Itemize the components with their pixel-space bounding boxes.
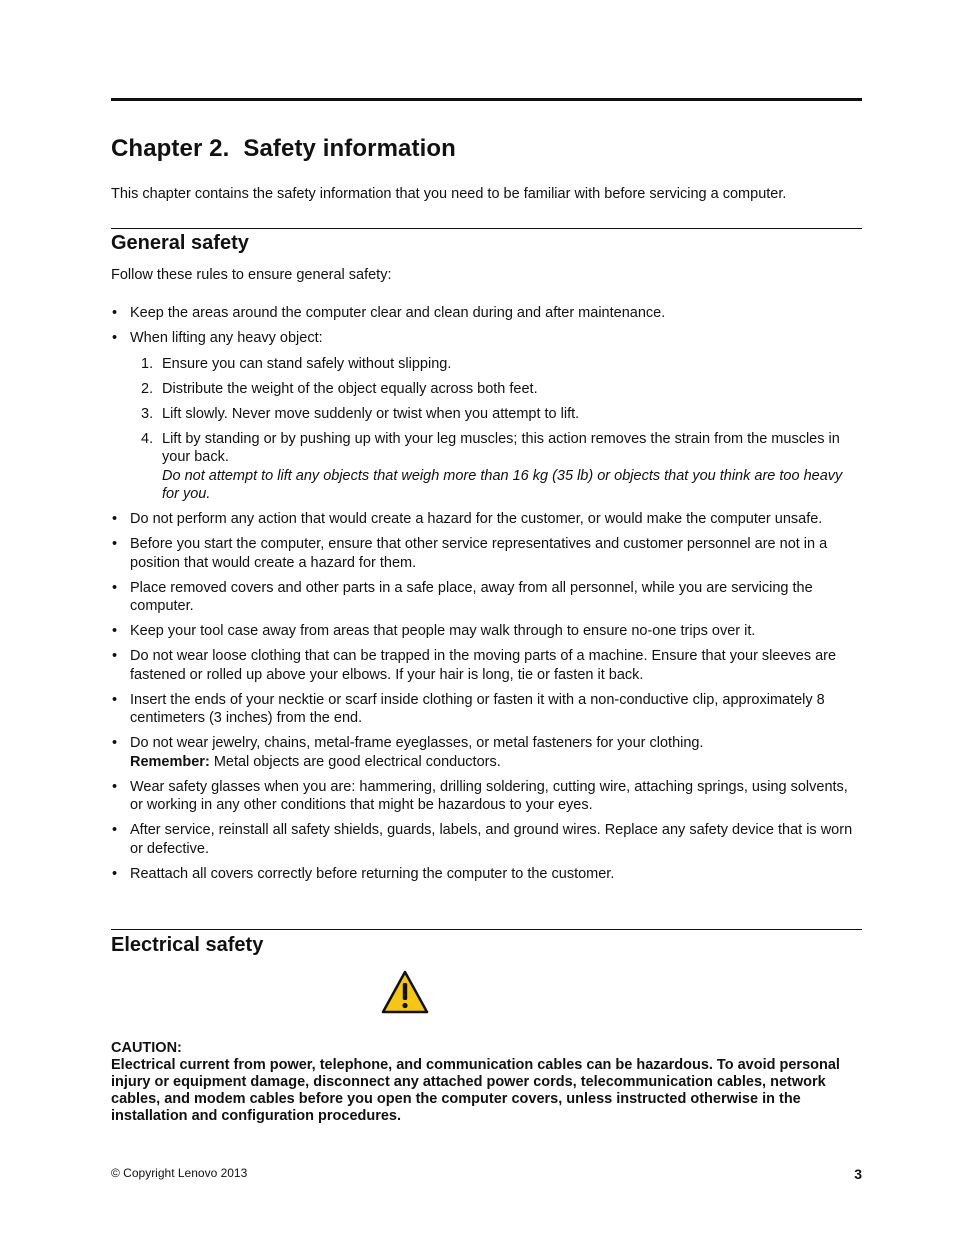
list-item: • Do not wear jewelry, chains, metal-frame eyeglasses, or metal fasteners for your clothing. Remember: Metal objects are good electrical conductors. <box>111 734 862 771</box>
lifting-steps <box>130 355 862 504</box>
chapter-intro: This chapter contains the safety information that you need to be familiar with before servicing a computer. <box>111 186 787 202</box>
list-item: 4. Lift by standing or by pushing up with your leg muscles; this action removes the strain from the muscles in your back. Do not attempt to lift any objects that weigh more than 16 kg (35 lb) or objects that you think are too heavy for you. <box>111 430 862 504</box>
list-item: • Before you start the computer, ensure that other service representatives and customer personnel are not in a position that would create a hazard for them. <box>111 535 862 572</box>
general-safety-lead: Follow these rules to ensure general safety: <box>111 267 392 283</box>
caution-block <box>111 1040 862 1125</box>
general-safety-rules <box>111 304 862 890</box>
chapter-number: Chapter 2. <box>111 135 230 162</box>
general-safety-heading: General safety <box>111 232 249 254</box>
list-item: 2. Distribute the weight of the object equally across both feet. <box>141 380 538 397</box>
electrical-safety-heading: Electrical safety <box>111 934 264 956</box>
remember-label: Remember: <box>130 753 210 770</box>
list-item: • Keep your tool case away from areas that people may walk through to ensure no-one trips over it. <box>111 622 862 641</box>
warning-triangle-icon <box>381 970 429 1014</box>
list-item: • Insert the ends of your necktie or scarf inside clothing or fasten it with a non-conductive clip, approximately 8 centimeters (3 inches) from the end. <box>111 691 862 728</box>
chapter-top-rule <box>111 98 862 101</box>
page-number: 3 <box>854 1166 862 1182</box>
chapter-title <box>111 135 456 163</box>
list-item: 1. Ensure you can stand safely without slipping. <box>141 355 452 372</box>
electrical-safety-rule <box>111 929 862 930</box>
list-item: 3. Lift slowly. Never move suddenly or twist when you attempt to lift. <box>141 405 580 422</box>
lifting-note: Do not attempt to lift any objects that weigh more than 16 kg (35 lb) or objects that you think are too heavy for you. <box>162 467 843 502</box>
general-safety-rule <box>111 228 862 229</box>
list-item: • Place removed covers and other parts in a safe place, away from all personnel, while you are servicing the computer. <box>111 579 862 616</box>
list-item: • Keep the areas around the computer clear and clean during and after maintenance. <box>111 304 862 323</box>
list-item: • Wear safety glasses when you are: hammering, drilling soldering, cutting wire, attaching springs, using solvents, or working in any other conditions that might be hazardous to your eyes. <box>111 778 862 815</box>
caution-text: Electrical current from power, telephone, and communication cables can be hazardous. To avoid personal injury or equipment damage, disconnect any attached power cords, telecommunication cables, network cables, and modem cables before you open the computer covers, unless instructed otherwise in the installation and configuration procedures. <box>111 1057 840 1124</box>
caution-label: CAUTION: <box>111 1040 182 1056</box>
list-item: • Reattach all covers correctly before returning the computer to the customer. <box>111 865 862 884</box>
footer-copyright: © Copyright Lenovo 2013 <box>111 1166 248 1180</box>
list-item: • Do not wear loose clothing that can be trapped in the moving parts of a machine. Ensure that your sleeves are fastened or rolled up above your elbows. If your hair is long, tie or fasten it back. <box>111 647 862 684</box>
list-item: • When lifting any heavy object: 1. Ensure you can stand safely without slipping. 2. Distribute the weight of the object equally across both feet. 3. Lift slowly. Never move suddenly or twist when you attempt to lift. 4. Lift by standing or by pushing up with your leg muscles; this action removes the strain from the muscles in your back. Do not attempt to lift any objects that weigh more than 16 kg (35 lb) or objects that you think are too heavy for you. <box>111 329 862 504</box>
remember-text: Metal objects are good electrical conductors. <box>213 753 501 770</box>
list-item: • Do not perform any action that would create a hazard for the customer, or would make the computer unsafe. <box>111 510 862 529</box>
list-item: • After service, reinstall all safety shields, guards, labels, and ground wires. Replace any safety device that is worn or defective. <box>111 821 862 858</box>
chapter-title-text: Safety information <box>243 135 456 162</box>
